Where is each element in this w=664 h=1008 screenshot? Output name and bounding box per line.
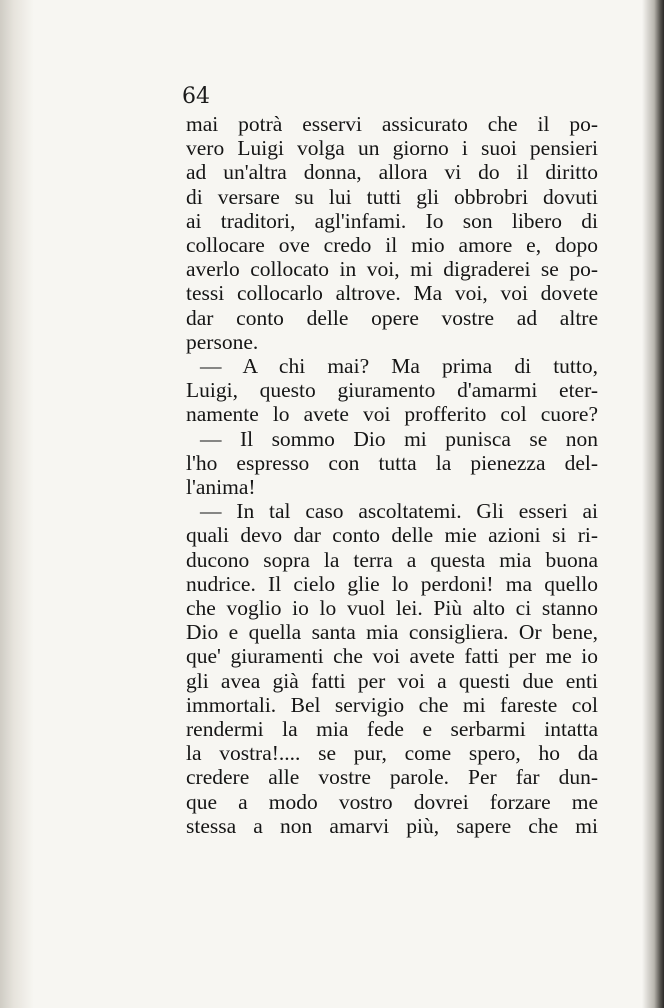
text-line: Luigi, questo giuramento d'amarmi eter-	[186, 378, 598, 403]
text-line: tessi collocarlo altrove. Ma voi, voi dovete	[186, 281, 598, 306]
text-line: ad un'altra donna, allora vi do il diritto	[186, 160, 598, 185]
text-line: averlo collocato in voi, mi digraderei se po-	[186, 257, 598, 282]
text-line: l'anima!	[186, 475, 256, 500]
text-line: dar conto delle opere vostre ad altre	[186, 305, 598, 330]
text-line: collocare ove credo il mio amore e, dopo	[186, 233, 598, 258]
text-line: Dio e quella santa mia consigliera. Or bene,	[186, 620, 598, 645]
text-line: que a modo vostro dovrei forzare me	[186, 789, 598, 814]
text-line: ai traditori, agl'infami. Io son libero di	[186, 208, 598, 233]
text-line: ducono sopra la terra a questa mia buona	[186, 547, 598, 572]
text-line: l'ho espresso con tutta la pienezza del-	[186, 450, 598, 475]
body-text	[186, 112, 598, 838]
text-line: stessa a non amarvi più, sapere che mi	[186, 813, 598, 838]
text-line: immortali. Bel servigio che mi fareste col	[186, 692, 598, 717]
text-line: rendermi la mia fede e serbarmi intatta	[186, 717, 598, 742]
page-right-edge-shadow	[642, 0, 664, 1008]
text-line: nudrice. Il cielo glie lo perdoni! ma quello	[186, 571, 598, 596]
page-left-edge-shadow	[0, 0, 34, 1008]
text-line: credere alle vostre parole. Per far dun-	[186, 765, 598, 790]
page-number: 64	[182, 84, 210, 109]
text-line: que' giuramenti che voi avete fatti per me io	[186, 644, 598, 669]
text-line: mai potrà esservi assicurato che il po-	[186, 112, 598, 136]
text-line: — A chi mai? Ma prima di tutto,	[200, 354, 598, 379]
text-line: gli avea già fatti per voi a questi due enti	[186, 668, 598, 693]
text-line: persone.	[186, 329, 259, 354]
text-line: la vostra!.... se pur, come spero, ho da	[186, 741, 598, 766]
text-line: che voglio io lo vuol lei. Più alto ci stanno	[186, 596, 598, 621]
text-line: di versare su lui tutti gli obbrobri dovuti	[186, 184, 598, 209]
text-line: — In tal caso ascoltatemi. Gli esseri ai	[200, 499, 598, 524]
text-line: — Il sommo Dio mi punisca se non	[200, 426, 598, 451]
text-line: quali devo dar conto delle mie azioni si ri-	[186, 523, 598, 548]
text-line: vero Luigi volga un giorno i suoi pensieri	[186, 136, 598, 161]
text-line: namente lo avete voi profferito col cuore?	[186, 402, 598, 427]
